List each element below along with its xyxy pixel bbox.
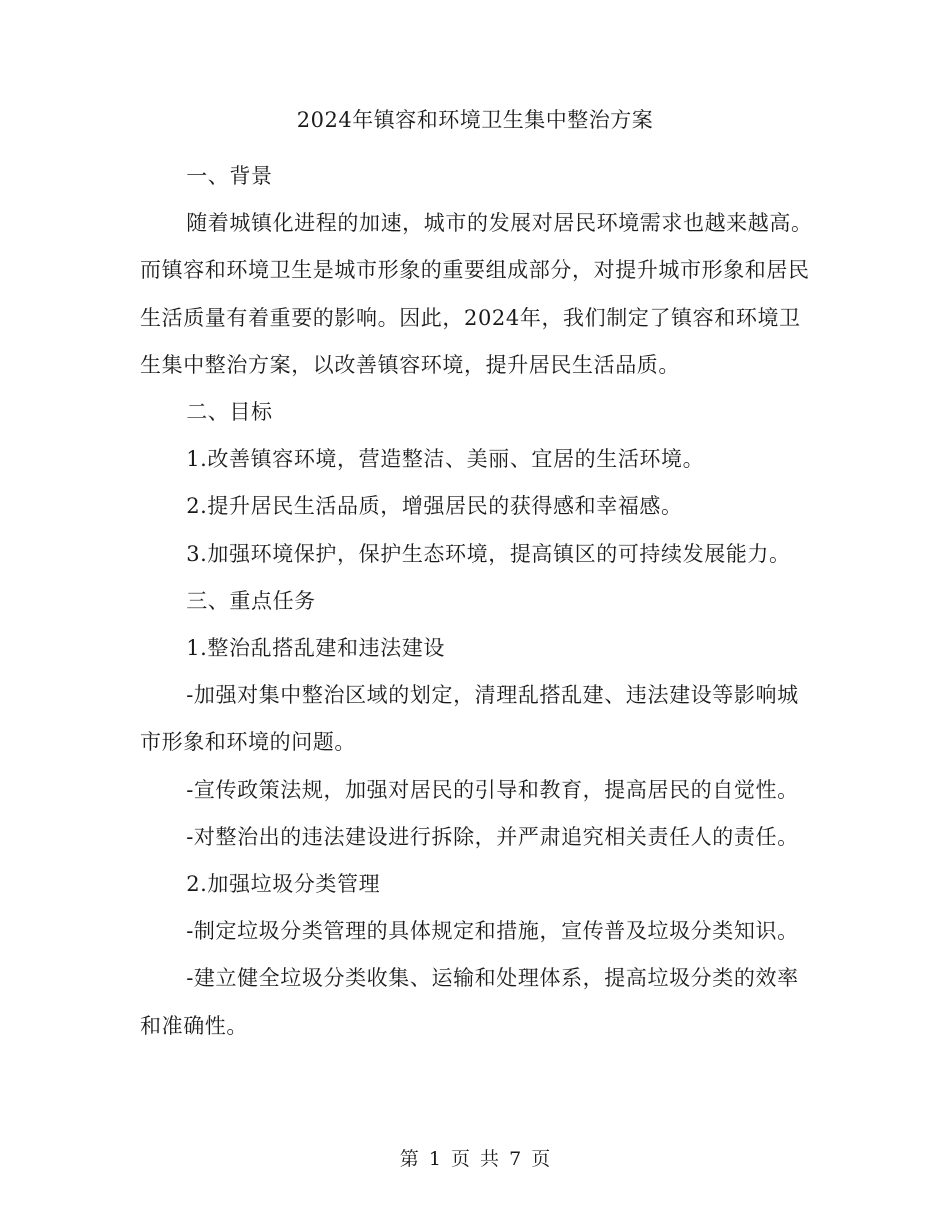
page-label-prefix: 第: [399, 1148, 419, 1170]
page-footer: [0, 1144, 950, 1174]
task-bullet: -宣传政策法规，加强对居民的引导和教育，提高居民的自觉性。: [186, 777, 799, 802]
goal-item-2: 2.提升居民生活品质，增强居民的获得感和幸福感。: [186, 494, 683, 519]
task-bullet: -制定垃圾分类管理的具体规定和措施，宣传普及垃圾分类知识。: [186, 919, 799, 944]
document-body: [140, 153, 816, 1050]
goal-item-1: 1.改善镇容环境，营造整洁、美丽、宜居的生活环境。: [186, 447, 705, 472]
task-bullet: -对整治出的违法建设进行拆除，并严肃追究相关责任人的责任。: [186, 824, 799, 849]
section-heading-goals: 二、目标: [186, 400, 273, 425]
total-pages-number: 7: [509, 1148, 522, 1170]
task-bullet: -加强对集中整治区域的划定，清理乱搭乱建、违法建设等影响城市形象和环境的问题。: [140, 683, 799, 755]
goal-item-3: 3.加强环境保护，保护生态环境，提高镇区的可持续发展能力。: [186, 541, 791, 566]
current-page-number: 1: [428, 1148, 441, 1170]
document-title: 2024年镇容和环境卫生集中整治方案: [296, 108, 654, 132]
page-label-suffix: 页: [531, 1148, 551, 1170]
section-heading-key-tasks: 三、重点任务: [186, 588, 316, 613]
task-heading-2: 2.加强垃圾分类管理: [186, 872, 381, 897]
task-bullet: -建立健全垃圾分类收集、运输和处理体系，提高垃圾分类的效率和准确性。: [140, 966, 799, 1038]
section-heading-background: 一、背景: [186, 164, 273, 188]
page-label-middle: 页 共: [450, 1148, 500, 1170]
task-heading-1: 1.整治乱搭乱建和违法建设: [186, 636, 446, 661]
paragraph-background: 随着城镇化进程的加速，城市的发展对居民环境需求也越来越高。而镇容和环境卫生是城市形象的重要组成部分，对提升城市形象和居民生活质量有着重要的影响。因此，2024年，我们制定了镇容和环境卫生集中整治方案，以改善镇容环境，提升居民生活品质。: [140, 211, 813, 377]
